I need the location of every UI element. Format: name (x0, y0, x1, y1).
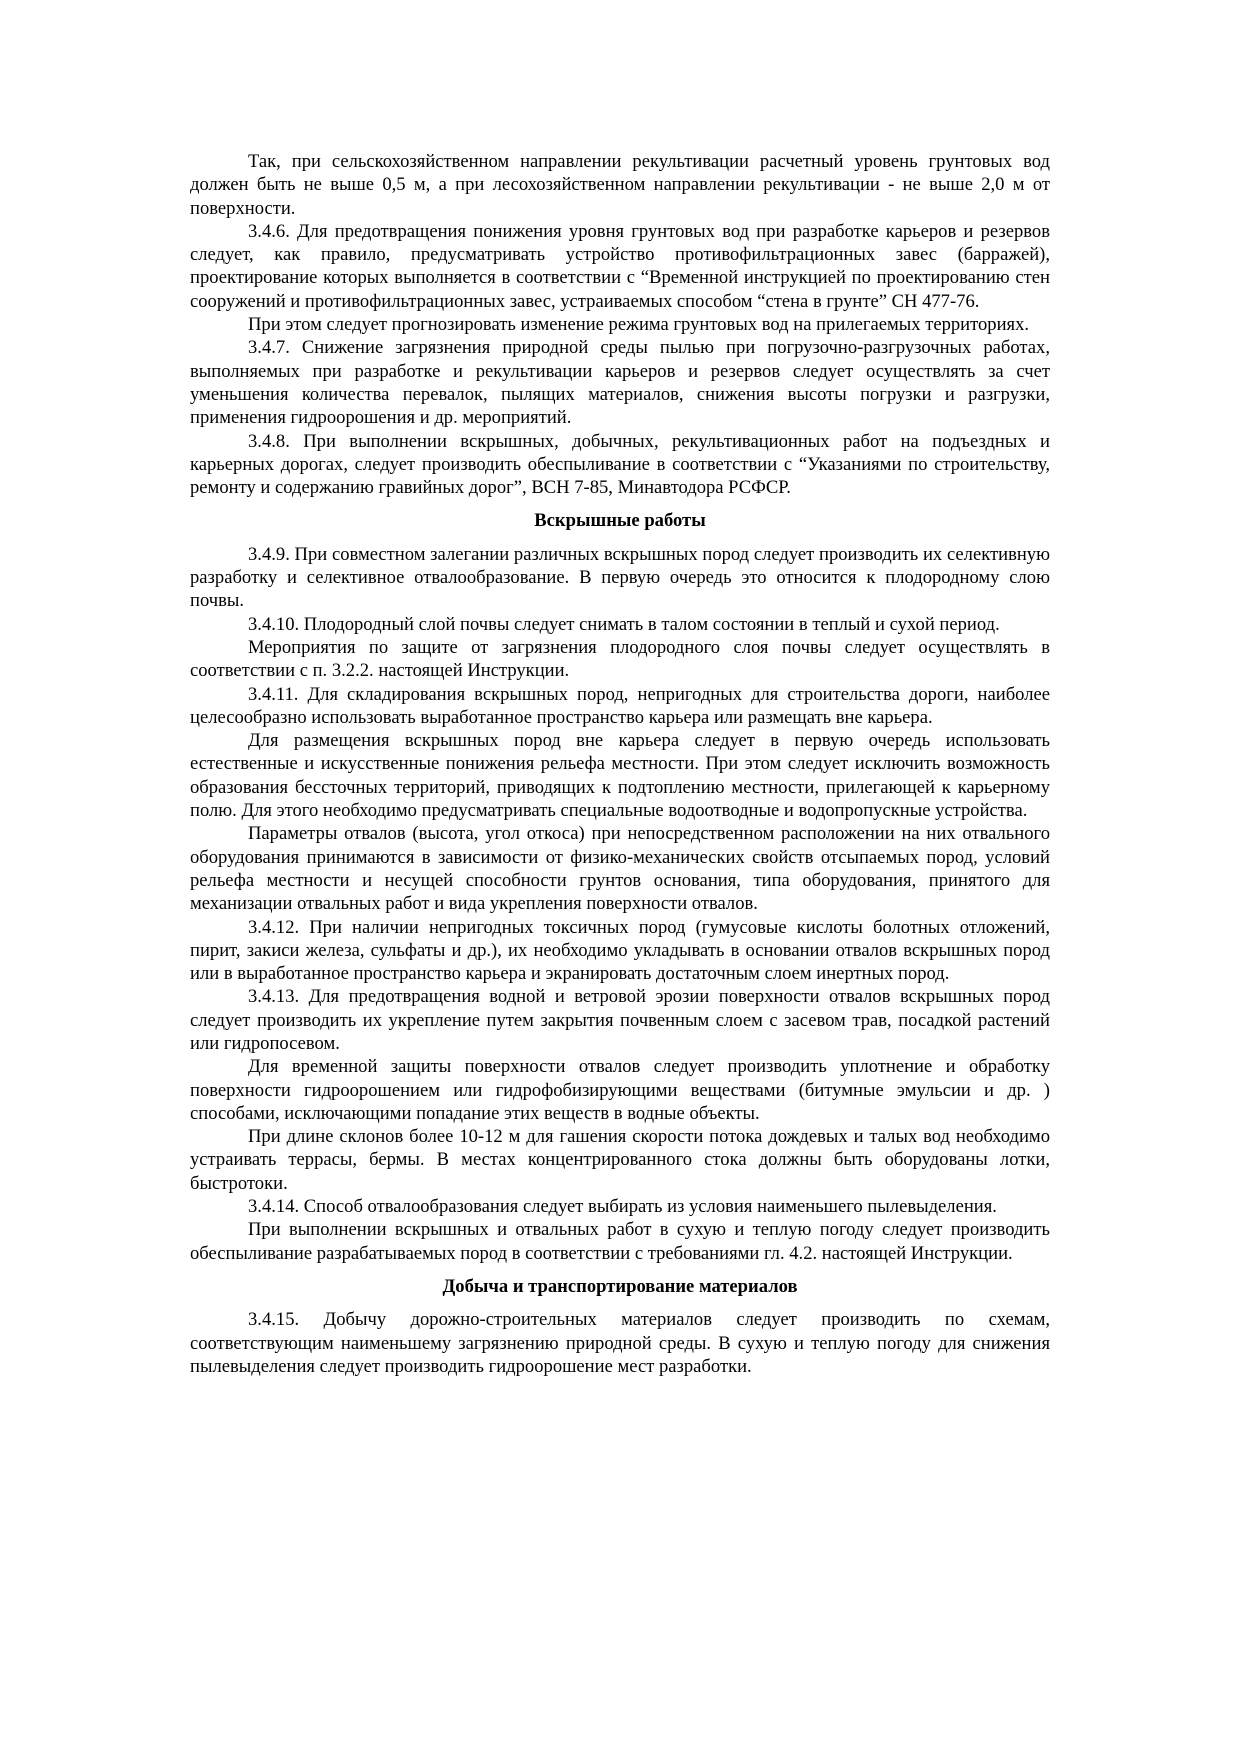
paragraph: При этом следует прогнозировать изменение режима грунтовых вод на прилегаемых территориях. (248, 314, 1030, 336)
paragraph-3-4-15: 3.4.15. Добычу дорожно-строительных материалов следует производить по схемам, соответствующим наименьшему загрязнению природной среды. В сухую и теплую погоду для снижения пылевыделения следует производить гидроорошение мест разработки. (190, 1309, 1050, 1377)
paragraph: Для временной защиты поверхности отвалов следует производить уплотнение и обработку поверхности гидроорошением или гидрофобизирующими веществами (битумные эмульсии и др. ) способами, исключающими попадание этих веществ в водные объекты. (190, 1056, 1050, 1124)
paragraph: При выполнении вскрышных и отвальных работ в сухую и теплую погоду следует производить обеспыливание разрабатываемых пород в соответствии с требованиями гл. 4.2. настоящей Инструкции. (190, 1219, 1050, 1264)
paragraph: Параметры отвалов (высота, угол откоса) при непосредственном расположении на них отвального оборудования принимаются в зависимости от физико-механических свойств отсыпаемых пород, условий рельефа местности и несущей способности грунтов основания, типа оборудования, принятого для механизации отвальных работ и вида укрепления поверхности отвалов. (190, 823, 1050, 915)
paragraph-3-4-7: 3.4.7. Снижение загрязнения природной среды пылью при погрузочно-разгрузочных работах, выполняемых при разработке и рекультивации карьеров и резервов следует осуществлять за счет уменьшения количества перевалок, пылящих материалов, снижения высоты погрузки и разгрузки, применения гидроорошения и др. мероприятий. (190, 337, 1050, 429)
paragraph-3-4-13: 3.4.13. Для предотвращения водной и ветровой эрозии поверхности отвалов вскрышных пород следует производить их укрепление путем закрытия почвенным слоем с засевом трав, посадкой растений или гидропосевом. (190, 986, 1050, 1054)
section-heading-overburden: Вскрышные работы (534, 510, 706, 532)
paragraph-3-4-14: 3.4.14. Способ отвалообразования следует выбирать из условия наименьшего пылевыделения. (248, 1196, 997, 1218)
paragraph: Так, при сельскохозяйственном направлении рекультивации расчетный уровень грунтовых вод должен быть не выше 0,5 м, а при лесохозяйственном направлении рекультивации - не выше 2,0 м от поверхности. (190, 151, 1050, 219)
paragraph: Мероприятия по защите от загрязнения плодородного слоя почвы следует осуществлять в соответствии с п. 3.2.2. настоящей Инструкции. (190, 636, 1050, 682)
paragraph-3-4-10: 3.4.10. Плодородный слой почвы следует снимать в талом состоянии в теплый и сухой период. (248, 613, 1000, 635)
section-heading-extraction: Добыча и транспортирование материалов (442, 1275, 798, 1297)
paragraph: При длине склонов более 10-12 м для гашения скорости потока дождевых и талых вод необходимо устраивать террасы, бермы. В местах концентрированного стока должны быть оборудованы лотки, быстротоки. (190, 1126, 1050, 1194)
paragraph: Для размещения вскрышных пород вне карьера следует в первую очередь использовать естественные и искусственные понижения рельефа местности. При этом следует исключить возможность образования бессточных территорий, приводящих к подтоплению местности, прилегающей к карьерному полю. Для этого необходимо предусматривать специальные водоотводные и водопропускные устройства. (190, 730, 1050, 822)
document-page (190, 150, 1050, 1378)
paragraph-3-4-6: 3.4.6. Для предотвращения понижения уровня грунтовых вод при разработке карьеров и резервов следует, как правило, предусматривать устройство противофильтрационных завес (барражей), проектирование которых выполняется в соответствии с “Временной инструкцией по проектированию стен сооружений и противофильтрационных завес, устраиваемых способом “стена в грунте” СН 477-76. (190, 220, 1050, 312)
paragraph-3-4-12: 3.4.12. При наличии непригодных токсичных пород (гумусовые кислоты болотных отложений, пирит, закиси железа, сульфаты и др.), их необходимо укладывать в основании отвалов вскрышных пород или в выработанное пространство карьера и экранировать достаточным слоем инертных пород. (190, 916, 1050, 985)
paragraph-3-4-8: 3.4.8. При выполнении вскрышных, добычных, рекультивационных работ на подъездных и карьерных дорогах, следует производить обеспыливание в соответствии с “Указаниями по строительству, ремонту и содержанию гравийных дорог”, ВСН 7-85, Минавтодора РСФСР. (190, 430, 1050, 499)
paragraph-3-4-11: 3.4.11. Для складирования вскрышных пород, непригодных для строительства дороги, наиболее целесообразно использовать выработанное пространство карьера или размещать вне карьера. (190, 683, 1050, 728)
paragraph-3-4-9: 3.4.9. При совместном залегании различных вскрышных пород следует производить их селективную разработку и селективное отвалообразование. В первую очередь это относится к плодородному слою почвы. (190, 543, 1050, 612)
